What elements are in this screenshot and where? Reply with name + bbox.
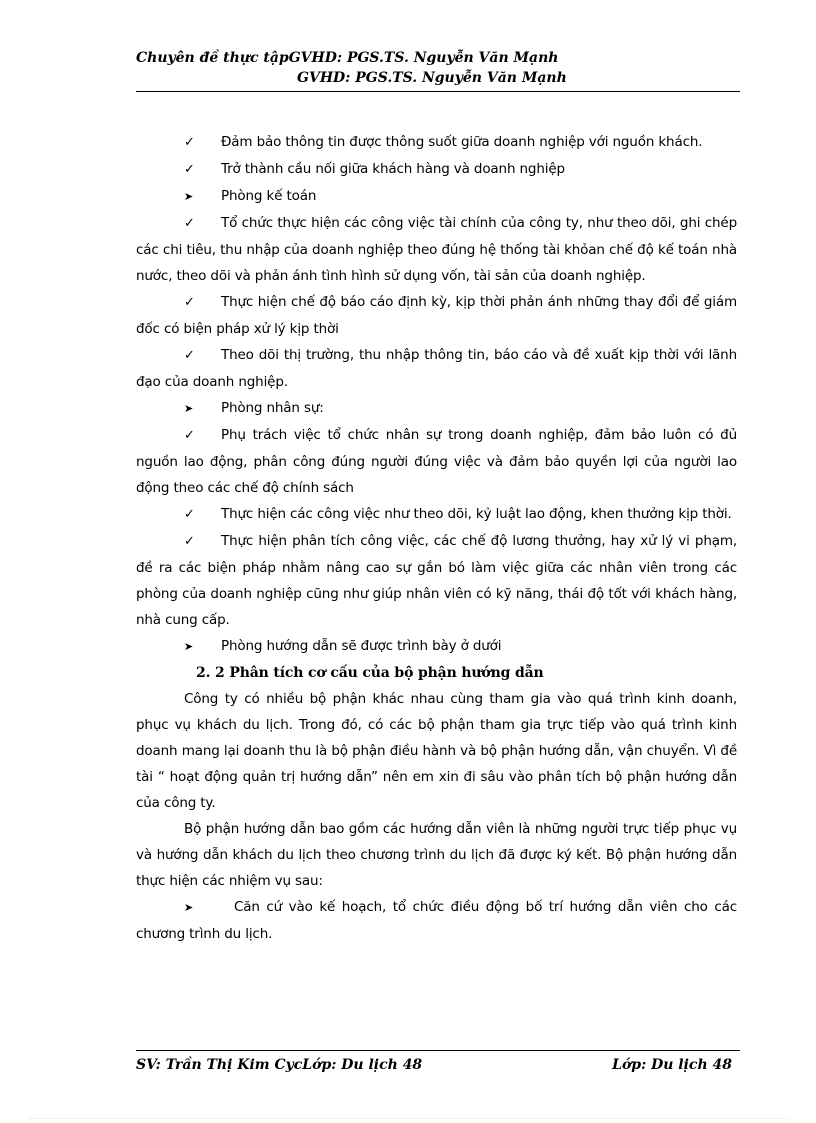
list-item xyxy=(136,501,737,528)
section-heading: 2. 2 Phân tích cơ cấu của bộ phận hướng dẫn xyxy=(196,665,544,681)
list-item-text: Theo dõi thị trường, thu nhập thông tin, báo cáo và đề xuất kịp thời với lãnh đạo của doanh nghiệp. xyxy=(136,347,737,390)
check-mark-icon: ✓ xyxy=(184,534,195,549)
list-item-text: Đảm bảo thông tin được thông suốt giữa doanh nghiệp với nguồn khách. xyxy=(221,134,703,150)
list-item xyxy=(136,342,737,395)
list-item xyxy=(136,528,737,633)
check-mark-icon: ✓ xyxy=(184,428,195,443)
list-item-text: Căn cứ vào kế hoạch, tổ chức điều động bố trí hướng dẫn viên cho các chương trình du lịch. xyxy=(136,899,737,942)
list-item xyxy=(136,210,737,289)
list-item-text: Phụ trách việc tổ chức nhân sự trong doanh nghiệp, đảm bảo luôn có đủ nguồn lao động, phân công đúng người đúng việc và đảm bảo quyền lợi của người lao động theo các chế độ chính sách xyxy=(136,427,737,496)
list-item-text: Thực hiện chế độ báo cáo định kỳ, kịp thời phản ánh những thay đổi để giám đốc có biện pháp xử lý kịp thời xyxy=(136,294,737,337)
bullet-list xyxy=(136,129,737,660)
body-paragraph-2: Bộ phận hướng dẫn bao gồm các hướng dẫn viên là những người trực tiếp phục vụ và hướng dẫn khách du lịch theo chương trình du lịch đã được ký kết. Bộ phận hướng dẫn thực hiện các nhiệm vụ sau: xyxy=(136,821,737,889)
list-item-text: Thực hiện phân tích công việc, các chế độ lương thưởng, hay xử lý vi phạm, đề ra các biện pháp nhằm nâng cao sự gắn bó làm việc giữa các nhân viên trong các phòng của doanh nghiệp cũng như giúp nhân viên có kỹ năng, thái độ tốt với khách hàng, nhà cung cấp. xyxy=(136,533,737,628)
list-item xyxy=(136,422,737,501)
arrow-bullet-icon: ➤ xyxy=(184,402,194,415)
footer-class: Lớp: Du lịch 48 xyxy=(612,1057,732,1073)
footer-rule xyxy=(136,1050,740,1051)
document-body xyxy=(136,129,737,947)
list-item xyxy=(136,395,737,422)
list-item xyxy=(136,129,737,156)
check-mark-icon: ✓ xyxy=(184,162,195,177)
list-item-text: Phòng kế toán xyxy=(221,188,317,204)
arrow-bullet-icon: ➤ xyxy=(184,640,194,653)
list-item-text: Tổ chức thực hiện các công việc tài chính của công ty, như theo dõi, ghi chép các chi tiêu, thu nhập của doanh nghiệp theo đúng hệ thống tài khỏan chế độ kế toán nhà nước, theo dõi và phản ánh tình hình sử dụng vốn, tài sản của doanh nghiệp. xyxy=(136,215,737,284)
list-item-last xyxy=(136,894,737,947)
page-header-line1: Chuyên đề thực tậpGVHD: PGS.TS. Nguyễn Văn Mạnh xyxy=(136,50,559,66)
check-mark-icon: ✓ xyxy=(184,348,195,363)
footer-student: SV: Trần Thị Kim CycLớp: Du lịch 48 xyxy=(136,1057,423,1073)
list-item-text: Phòng nhân sự: xyxy=(221,400,324,416)
arrow-bullet-icon: ➤ xyxy=(184,190,194,203)
arrow-bullet-icon: ➤ xyxy=(184,901,194,914)
list-item-text: Thực hiện các công việc như theo dõi, kỷ luật lao động, khen thưởng kịp thời. xyxy=(221,506,732,522)
body-paragraph-1: Công ty có nhiều bộ phận khác nhau cùng tham gia vào quá trình kinh doanh, phục vụ khách du lịch. Trong đó, có các bộ phận tham gia trực tiếp vào quá trình kinh doanh mang lại doanh thu là bộ phận điều hành và bộ phận hướng dẫn, vận chuyển. Vì đề tài “ hoạt động quản trị hướng dẫn” nên em xin đi sâu vào phân tích bộ phận hướng dẫn của công ty. xyxy=(136,691,737,811)
check-mark-icon: ✓ xyxy=(184,135,195,150)
header-rule xyxy=(136,91,740,92)
list-item xyxy=(136,156,737,183)
list-item-text: Trở thành cầu nối giữa khách hàng và doanh nghiệp xyxy=(221,161,565,177)
list-item xyxy=(136,633,737,660)
list-item xyxy=(136,289,737,342)
check-mark-icon: ✓ xyxy=(184,295,195,310)
list-item xyxy=(136,183,737,210)
page-header-line2: GVHD: PGS.TS. Nguyễn Văn Mạnh xyxy=(297,70,567,86)
list-item-text: Phòng hướng dẫn sẽ được trình bày ở dưới xyxy=(221,638,502,654)
check-mark-icon: ✓ xyxy=(184,216,195,231)
page-edge-dotted-line xyxy=(28,1118,788,1119)
check-mark-icon: ✓ xyxy=(184,507,195,522)
